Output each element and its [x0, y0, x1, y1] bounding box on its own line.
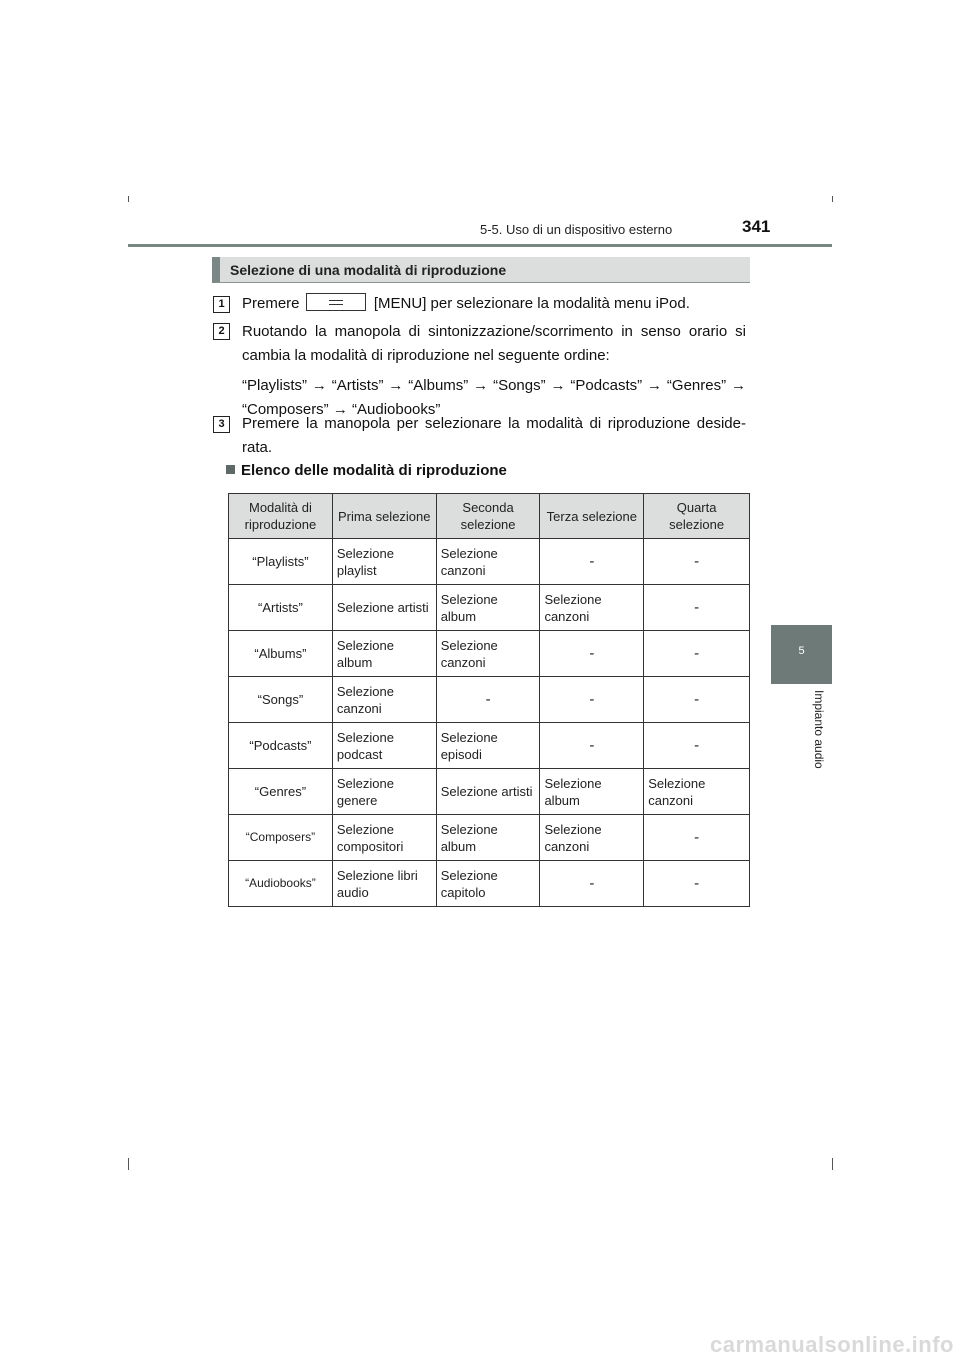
page-number: 341: [742, 217, 771, 236]
table-cell: Selezione canzoni: [332, 677, 436, 723]
table-cell: -: [540, 631, 644, 677]
table-header-cell: Prima selezione: [332, 494, 436, 539]
table-row: [229, 861, 750, 907]
subsection-title: Elenco delle modalità di riproduzione: [241, 462, 507, 479]
footer-watermark: [0, 1332, 960, 1358]
table-cell: Selezione album: [540, 769, 644, 815]
table-row: [229, 585, 750, 631]
step-1-text: [242, 292, 746, 316]
table-cell: Selezione canzoni: [436, 631, 540, 677]
step-1-text-after: [MENU] per selezionare la modalità menu iPod.: [373, 295, 690, 312]
table-cell: Selezione canzoni: [436, 539, 540, 585]
table-header-cell: Quarta selezione: [644, 494, 750, 539]
table-cell: -: [644, 723, 750, 769]
table-cell: Selezione album: [436, 815, 540, 861]
crop-mark: [128, 196, 129, 202]
subsection-heading: [226, 462, 507, 479]
crop-mark: [832, 1158, 833, 1170]
table-cell: Selezione artisti: [436, 769, 540, 815]
table-cell: -: [644, 539, 750, 585]
table-cell: “Songs”: [229, 677, 333, 723]
menu-button-icon: [306, 293, 366, 311]
table-cell: Selezione episodi: [436, 723, 540, 769]
table-row: [229, 769, 750, 815]
table-cell: “Albums”: [229, 631, 333, 677]
table-row: [229, 723, 750, 769]
table-cell: Selezione compositori: [332, 815, 436, 861]
table-row: [229, 815, 750, 861]
chapter-label: Impianto audio: [812, 690, 826, 769]
table-row: [229, 539, 750, 585]
table-cell: -: [644, 861, 750, 907]
crop-mark: [832, 196, 833, 202]
table-header-cell: Seconda selezione: [436, 494, 540, 539]
table-cell: -: [644, 815, 750, 861]
table-cell: -: [644, 631, 750, 677]
table-cell: “Composers”: [229, 815, 333, 861]
table-header-row: [229, 494, 750, 539]
section-heading: [212, 257, 750, 283]
table-cell: Selezione podcast: [332, 723, 436, 769]
table-cell: -: [436, 677, 540, 723]
table-header-cell: Modalità di riproduzione: [229, 494, 333, 539]
table-row: [229, 677, 750, 723]
table-cell: -: [540, 723, 644, 769]
table-cell: Selezione album: [436, 585, 540, 631]
step-number-2: 2: [213, 323, 230, 340]
table-cell: “Audiobooks”: [229, 861, 333, 907]
step-2-sequence: “Playlists” → “Artists” → “Albums” → “Songs” → “Podcasts” → “Genres” → “Composers” → “Audiobooks”: [242, 377, 746, 418]
table-cell: -: [540, 539, 644, 585]
running-header-title: 5-5. Uso di un dispositivo esterno: [480, 222, 673, 237]
table-cell: Selezione album: [332, 631, 436, 677]
table-cell: -: [644, 677, 750, 723]
table-cell: “Genres”: [229, 769, 333, 815]
table-cell: -: [540, 677, 644, 723]
step-3-text: Premere la manopola per selezionare la modalità di riproduzione deside-rata.: [242, 415, 746, 456]
step-number-3: 3: [213, 416, 230, 433]
table-cell: “Playlists”: [229, 539, 333, 585]
square-bullet-icon: [226, 465, 235, 474]
step-1-text-before: Premere: [242, 295, 300, 312]
table-cell: Selezione libri audio: [332, 861, 436, 907]
table-cell: Selezione canzoni: [540, 815, 644, 861]
table-cell: “Podcasts”: [229, 723, 333, 769]
chapter-number: 5: [798, 645, 805, 657]
table-cell: Selezione canzoni: [540, 585, 644, 631]
table-row: [229, 631, 750, 677]
step-number-1: 1: [213, 296, 230, 313]
watermark-text: carmanualsonline.info: [710, 1332, 954, 1357]
crop-mark: [128, 1158, 129, 1170]
table-header-cell: Terza selezione: [540, 494, 644, 539]
table-cell: Selezione canzoni: [644, 769, 750, 815]
header-rule: [128, 244, 832, 247]
table-cell: Selezione artisti: [332, 585, 436, 631]
table-cell: “Artists”: [229, 585, 333, 631]
playback-modes-table: [228, 493, 750, 907]
chapter-tab: [771, 625, 832, 684]
table-cell: -: [644, 585, 750, 631]
table-cell: Selezione playlist: [332, 539, 436, 585]
table-cell: -: [540, 861, 644, 907]
step-2-text: Ruotando la manopola di sintonizzazione/scorrimento in senso orario si cambia la modalità di riproduzione nel seguente ordine:: [242, 323, 746, 364]
section-title: Selezione di una modalità di riproduzione: [230, 262, 507, 278]
table-cell: Selezione capitolo: [436, 861, 540, 907]
table-cell: Selezione genere: [332, 769, 436, 815]
